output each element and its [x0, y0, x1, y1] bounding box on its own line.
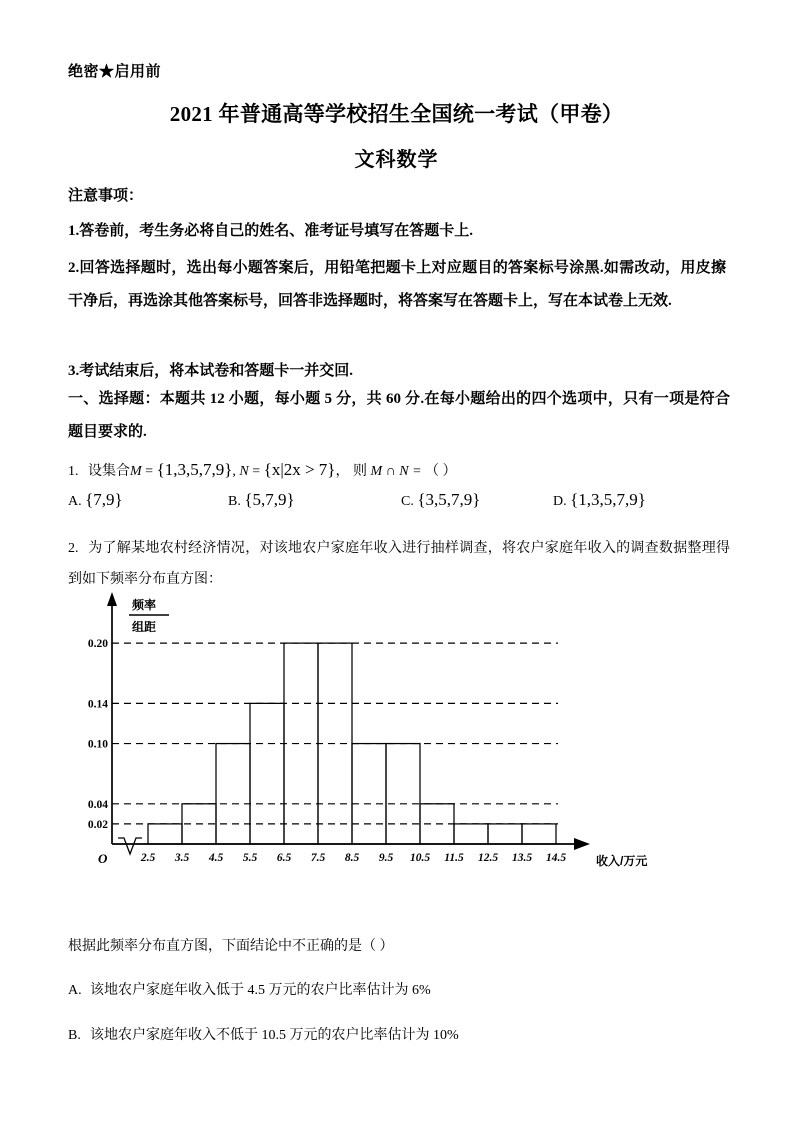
question-1-number: 1. [68, 464, 79, 479]
question-2-option-a-letter: A. [68, 983, 82, 998]
question-2-option-b[interactable] [68, 1022, 728, 1050]
x-tick-label: 9.5 [378, 852, 394, 864]
frequency-distribution-histogram [66, 586, 766, 886]
question-2-number: 2. [68, 541, 79, 556]
x-tick-label: 3.5 [174, 852, 190, 864]
question-1-option-a-letter: A. [68, 494, 82, 509]
y-tick-label: 0.02 [87, 818, 108, 831]
x-tick-label: 13.5 [511, 852, 533, 864]
question-2-option-b-text: 该地农户家庭年收入不低于 10.5 万元的农户比率估计为 10% [90, 1028, 459, 1043]
histogram-bar [216, 744, 250, 844]
question-1-option-d[interactable] [553, 490, 646, 510]
y-tick-label: 0.20 [87, 638, 108, 651]
y-tick-label: 0.10 [87, 738, 108, 751]
question-1-option-d-letter: D. [553, 494, 567, 509]
question-2-option-a-text: 该地农户家庭年收入低于 4.5 万元的农户比率估计为 6% [90, 983, 431, 998]
notice-heading: 注意事项： [68, 188, 144, 204]
x-tick-label: 7.5 [310, 852, 326, 864]
x-tick-label: 5.5 [242, 852, 258, 864]
notice-item-3: 3.考试结束后，将本试卷和答题卡一并交回. [68, 363, 354, 379]
question-1-stem: 1. 设集合M = {1,3,5,7,9}, N = {x|2x > 7}， 则 M ∩ N = （ ） [68, 456, 728, 486]
question-1-option-c-letter: C. [401, 494, 414, 509]
question-1-prefix: 设集合 [88, 464, 130, 479]
question-1-set-n-value: {x|2x > 7} [263, 460, 336, 479]
question-1-set-m-name: M [130, 464, 142, 479]
page-subtitle: 文科数学 [354, 149, 439, 171]
histogram-bar [454, 824, 488, 844]
histogram-bar [284, 643, 318, 844]
x-tick-label: 4.5 [208, 852, 224, 864]
y-tick-labels [88, 638, 108, 831]
y-axis-arrow [107, 592, 117, 606]
x-tick-labels [140, 852, 567, 864]
question-2-option-b-letter: B. [68, 1028, 81, 1043]
x-tick-label: 2.5 [140, 852, 156, 864]
y-axis-label [129, 597, 169, 634]
x-tick-label: 14.5 [545, 852, 567, 864]
question-2-option-a[interactable] [68, 977, 728, 1005]
question-2-followup: 根据此频率分布直方图，下面结论中不正确的是（ ） [68, 939, 394, 954]
section-heading: 一、选择题：本题共 12 小题，每小题 5 分，共 60 分.在每小题给出的四个选项中，只有一项是符合题目要求的. [68, 391, 730, 440]
histogram-bar [488, 824, 522, 844]
y-axis-label-numerator: 频率 [132, 598, 157, 612]
histogram-bar [250, 703, 284, 844]
histogram-bar [522, 824, 556, 844]
x-axis-label: 收入/万元 [596, 854, 648, 868]
x-tick-label: 11.5 [444, 852, 464, 864]
question-1-option-a[interactable] [68, 490, 123, 510]
question-1-set-m-value: {1,3,5,7,9} [156, 460, 233, 479]
notice-item-2: 2.回答选择题时，选出每小题答案后，用铅笔把题卡上对应题目的答案标号涂黑.如需改动，用皮擦干净后，再选涂其他答案标号，回答非选择题时，将答案写在答题卡上，写在本试卷上无效. [68, 260, 726, 309]
origin-label: O [98, 851, 108, 866]
question-1-option-c[interactable] [401, 490, 480, 510]
question-1-blank: （ ） [425, 464, 457, 479]
x-tick-label: 12.5 [477, 852, 499, 864]
question-1-option-b-letter: B. [228, 494, 241, 509]
question-2-stem-text: 为了解某地农村经济情况，对该地农户家庭年收入进行抽样调查，将农户家庭年收入的调查数据整理得到如下频率分布直方图： [68, 541, 730, 587]
secret-notice: 绝密★启用前 [68, 64, 162, 80]
axis-break-zigzag [118, 838, 142, 854]
question-1-option-c-text: {3,5,7,9} [417, 490, 481, 509]
y-axis-label-denominator: 组距 [132, 620, 157, 634]
question-1-then: 则 [352, 464, 367, 479]
question-1-intersection: M ∩ N = [370, 464, 422, 479]
question-1-set-n-name: N [239, 464, 249, 479]
notice-item-1: 1.答卷前，考生务必将自己的姓名、准考证号填写在答题卡上. [68, 223, 474, 239]
x-tick-label: 8.5 [344, 852, 360, 864]
y-tick-label: 0.14 [87, 698, 108, 711]
question-1-option-b[interactable] [228, 490, 295, 510]
y-tick-label: 0.04 [87, 798, 108, 811]
x-tick-label: 6.5 [276, 852, 292, 864]
histogram-bar [148, 824, 182, 844]
question-1-options [68, 490, 728, 516]
question-1-option-a-text: {7,9} [85, 490, 123, 509]
histogram-bar [386, 744, 420, 844]
x-axis-arrow [574, 838, 590, 850]
x-tick-label: 10.5 [409, 852, 431, 864]
chart-axes [107, 592, 590, 854]
question-1-option-d-text: {1,3,5,7,9} [570, 490, 646, 509]
page-title: 2021 年普通高等学校招生全国统一考试（甲卷） [169, 102, 624, 126]
histogram-bar [352, 744, 386, 844]
histogram-svg [66, 586, 766, 886]
question-1-option-b-text: {5,7,9} [244, 490, 295, 509]
gridline-group [112, 643, 558, 824]
